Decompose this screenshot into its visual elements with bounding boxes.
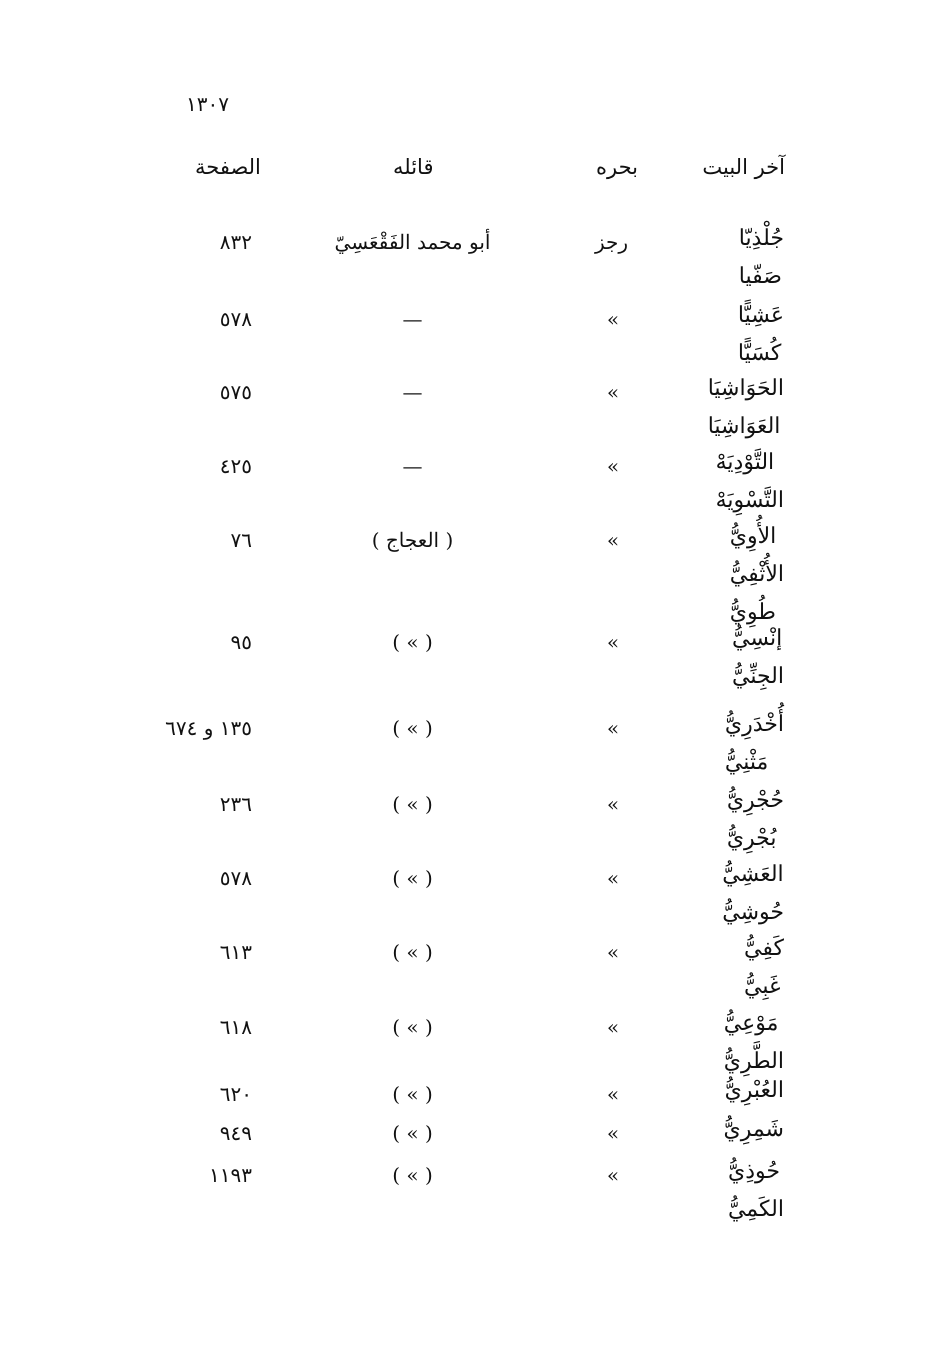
poet-cell: — [402,454,423,478]
verse-end-word: عَشِيًّا [737,303,784,328]
verse-end-word: غَبِيُّ [744,974,781,999]
meter-cell: » [606,940,620,964]
verse-end-cell [724,1005,784,1081]
verse-end-word: العُبْرِيُّ [724,1078,784,1103]
verse-end-cell [725,706,784,782]
poet-cell: ( » ) [392,1121,433,1145]
verse-end-cell [728,1153,784,1229]
page-ref-cell: ٥٧٨ [219,307,252,331]
poet-cell: ( العجاج ) [371,528,454,552]
verse-end-word: حُجْرِيُّ [726,788,784,813]
page-ref-cell: ١٣٥ و ٦٧٤ [165,716,252,740]
meter-cell: » [606,1163,620,1187]
verse-end-word: إنْسِيُّ [732,626,783,651]
verse-end-cell [725,1072,784,1110]
header-verse-end: آخر البيت [702,155,785,179]
meter-cell: » [606,716,620,740]
verse-end-cell [723,1111,784,1149]
meter-cell: » [606,630,620,654]
meter-cell: » [606,1121,620,1145]
meter-cell: » [606,454,620,478]
verse-end-word: الطَّرِيُّ [723,1049,784,1074]
verse-end-cell [722,856,784,932]
verse-end-cell [727,782,784,858]
page-ref-cell: ٦٢٠ [219,1082,252,1106]
header-poet: قائله [393,155,434,179]
verse-end-word: العَوَاشِيَا [707,414,781,439]
verse-end-word: حُوشِيُّ [722,900,784,925]
page-ref-cell: ٢٣٦ [219,792,252,816]
poet-cell: ( » ) [392,630,433,654]
verse-end-word: صَفّيا [738,264,782,289]
poet-cell: ( » ) [392,1082,433,1106]
page-ref-cell: ٩٤٩ [219,1121,252,1145]
page-ref-cell: ٨٣٢ [219,230,252,254]
poet-cell: ( » ) [392,716,433,740]
verse-end-cell [730,518,784,632]
meter-cell: » [606,307,620,331]
meter-cell: » [606,1082,620,1106]
verse-end-cell [738,297,784,373]
poet-cell: ( » ) [392,1163,433,1187]
page-ref-cell: ٩٥ [230,630,252,654]
verse-end-word: مَوْعِيُّ [723,1011,779,1036]
page-number: ١٣٠٧ [186,92,229,116]
verse-end-cell [744,930,784,1006]
poet-cell: ( » ) [392,940,433,964]
verse-end-word: الأُثْفِيُّ [729,562,784,587]
verse-end-word: جُلْذِيّا [738,226,784,251]
page-ref-cell: ٦١٣ [219,940,252,964]
verse-end-cell [732,620,784,696]
page-ref-cell: ٦١٨ [219,1015,252,1039]
page-ref-cell: ٧٦ [230,528,252,552]
meter-cell: » [606,528,620,552]
verse-end-cell [739,220,784,296]
meter-cell: » [606,380,620,404]
poet-cell: ( » ) [392,866,433,890]
verse-end-word: التَّسْوِيَهْ [715,488,784,513]
verse-end-word: شَمِرِيُّ [723,1117,784,1142]
page-ref-cell: ١١٩٣ [209,1163,252,1187]
meter-cell: » [606,792,620,816]
poet-cell: ( » ) [392,1015,433,1039]
meter-cell: » [606,866,620,890]
verse-end-word: كُسَيًّا [737,341,782,366]
page-ref-cell: ٥٧٥ [219,380,252,404]
verse-end-cell [716,444,784,520]
verse-end-word: الجِنِّيُّ [732,664,784,689]
verse-end-word: أُخْدَرِيُّ [724,712,784,737]
poet-cell: أبو محمد الفَقْعَسِيّ [334,230,491,254]
header-meter: بحره [596,155,638,179]
page-ref-cell: ٤٢٥ [219,454,252,478]
header-page: الصفحة [195,155,261,179]
verse-end-word: حُوذِيُّ [727,1159,780,1184]
verse-end-word: كَفِيُّ [744,936,784,961]
poet-cell: — [402,380,423,404]
verse-end-word: الأُوِيُّ [729,524,777,549]
verse-end-word: مَثْنِيُّ [724,750,769,775]
meter-cell: رجز [594,230,628,254]
verse-end-word: طُوِيُّ [729,600,776,625]
meter-cell: » [606,1015,620,1039]
page-ref-cell: ٥٧٨ [219,866,252,890]
verse-end-word: بُجْرِيُّ [726,826,777,851]
verse-end-word: التَّوْدِيَهْ [715,450,775,475]
verse-end-word: العَشِيُّ [722,862,784,887]
poet-cell: ( » ) [392,792,433,816]
verse-end-word: الحَوَاشِيَا [707,376,784,401]
verse-end-word: الكَمِيُّ [727,1197,784,1222]
verse-end-cell [708,370,784,446]
poet-cell: — [402,307,423,331]
